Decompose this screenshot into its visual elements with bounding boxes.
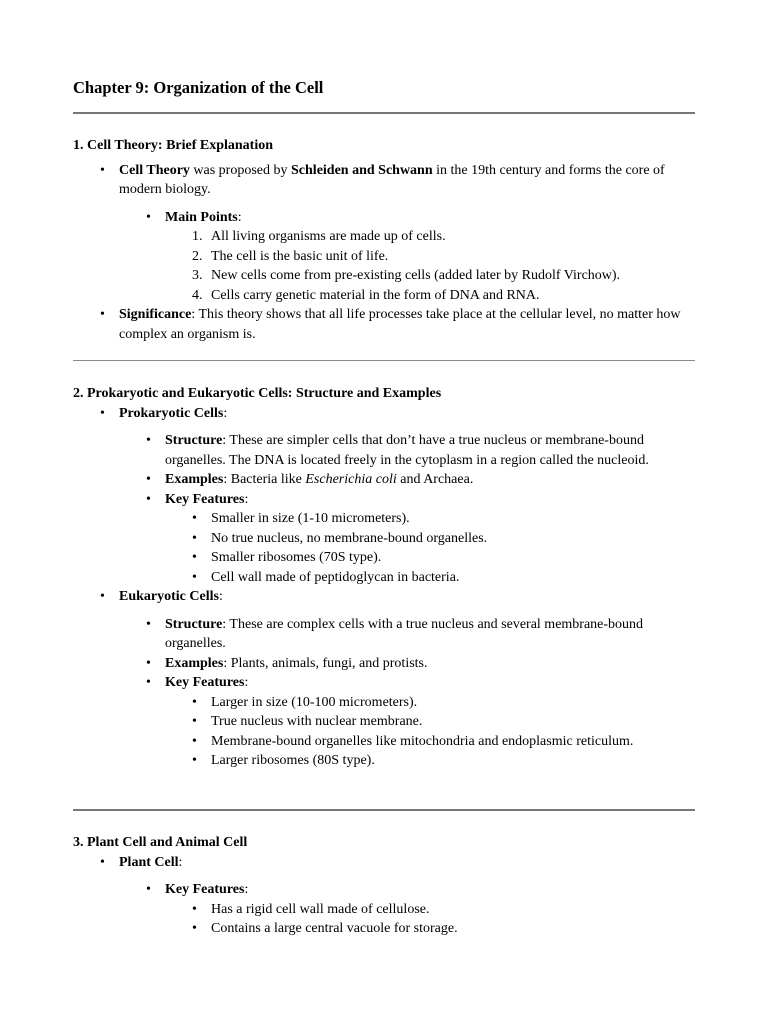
- list-item: [165, 470, 695, 490]
- numbered-item: [192, 227, 695, 247]
- list-item: [119, 161, 695, 306]
- bold-term: Examples: [165, 655, 224, 671]
- bold-term: Cell Theory: [119, 162, 190, 178]
- bold-term: Main Points: [165, 209, 238, 225]
- list-item: [119, 404, 695, 588]
- bold-term: Key Features: [165, 882, 245, 897]
- section-heading: 2. Prokaryotic and Eukaryotic Cells: Structure and Examples: [73, 386, 442, 401]
- list-item: [165, 673, 695, 771]
- bold-term: Structure: [165, 616, 223, 632]
- list-item: • True nucleus with nuclear membrane.: [211, 712, 695, 732]
- number: 4.: [192, 287, 203, 303]
- list-item: • No true nucleus, no membrane-bound organelles.: [211, 529, 695, 549]
- bold-term: Schleiden and Schwann: [291, 162, 433, 178]
- section-heading: 3. Plant Cell and Animal Cell: [73, 835, 248, 850]
- section-plant-animal: [73, 833, 695, 939]
- list-item: • Membrane-bound organelles like mitochondria and endoplasmic reticulum.: [211, 732, 695, 752]
- text: The cell is the basic unit of life.: [211, 248, 389, 264]
- bold-term: Significance: [119, 307, 192, 322]
- text: Cells carry genetic material in the form of DNA and RNA.: [211, 287, 540, 303]
- text: and Archaea.: [396, 472, 474, 487]
- list-item: [165, 208, 695, 306]
- number: 3.: [192, 268, 203, 283]
- numbered-item: [192, 266, 695, 286]
- text: : This theory shows that all life processes take place at the cellular level, no matter how complex an organism is.: [119, 307, 681, 342]
- list-item: [165, 490, 695, 588]
- text: : Bacteria like: [223, 472, 306, 487]
- text: : Plants, animals, fungi, and protists.: [223, 655, 428, 671]
- section-heading: 1. Cell Theory: Brief Explanation: [73, 138, 274, 153]
- bold-term: Prokaryotic Cells: [119, 405, 224, 421]
- title-divider: [73, 112, 695, 114]
- list-item: [119, 853, 695, 939]
- colon: :: [178, 854, 183, 870]
- italic-term: Escherichia coli: [305, 472, 397, 487]
- bold-term: Eukaryotic Cells: [119, 589, 219, 604]
- number: 2.: [192, 248, 203, 264]
- colon: :: [244, 491, 249, 507]
- list-item: [165, 654, 695, 674]
- section-divider: [73, 809, 695, 811]
- bold-term: Structure: [165, 433, 223, 448]
- colon: :: [237, 209, 242, 225]
- section-prokaryotic-eukaryotic: [73, 384, 695, 771]
- page-title: Chapter 9: Organization of the Cell: [73, 78, 324, 97]
- text: was proposed by: [189, 162, 292, 178]
- list-item: • Larger ribosomes (80S type).: [211, 751, 695, 771]
- text: New cells come from pre-existing cells (added later by Rudolf Virchow).: [211, 268, 621, 283]
- text: in the 19th century and forms the core of modern biology.: [119, 162, 665, 197]
- bold-term: Examples: [165, 472, 224, 487]
- list-item: • Smaller ribosomes (70S type).: [211, 548, 695, 568]
- bold-term: Key Features: [165, 491, 245, 507]
- list-item: [165, 431, 695, 470]
- list-item: [165, 880, 695, 939]
- list-item: [119, 587, 695, 771]
- text: : These are complex cells with a true nucleus and several membrane-bound organelles.: [165, 616, 644, 651]
- list-item: [165, 615, 695, 654]
- colon: :: [244, 882, 249, 897]
- list-item: • Smaller in size (1-10 micrometers).: [211, 509, 695, 529]
- colon: :: [244, 675, 249, 690]
- bold-term: Key Features: [165, 675, 245, 690]
- list-item: • Cell wall made of peptidoglycan in bacteria.: [211, 568, 695, 588]
- list-item: [119, 305, 695, 344]
- list-item: • Contains a large central vacuole for storage.: [211, 919, 695, 939]
- text: : These are simpler cells that don’t have a true nucleus or membrane-bound organelles. The DNA is located freely in the cytoplasm in a region called the nucleoid.: [165, 433, 649, 468]
- numbered-item: [192, 286, 695, 306]
- section-divider: [73, 360, 695, 361]
- numbered-item: [192, 247, 695, 267]
- number: 1.: [192, 229, 203, 244]
- section-cell-theory: [73, 136, 695, 344]
- bold-term: Plant Cell: [119, 854, 179, 870]
- text: All living organisms are made up of cells.: [211, 229, 446, 244]
- colon: :: [223, 405, 228, 421]
- list-item: • Has a rigid cell wall made of cellulose.: [211, 900, 695, 920]
- colon: :: [218, 589, 223, 604]
- list-item: • Larger in size (10-100 micrometers).: [211, 693, 695, 713]
